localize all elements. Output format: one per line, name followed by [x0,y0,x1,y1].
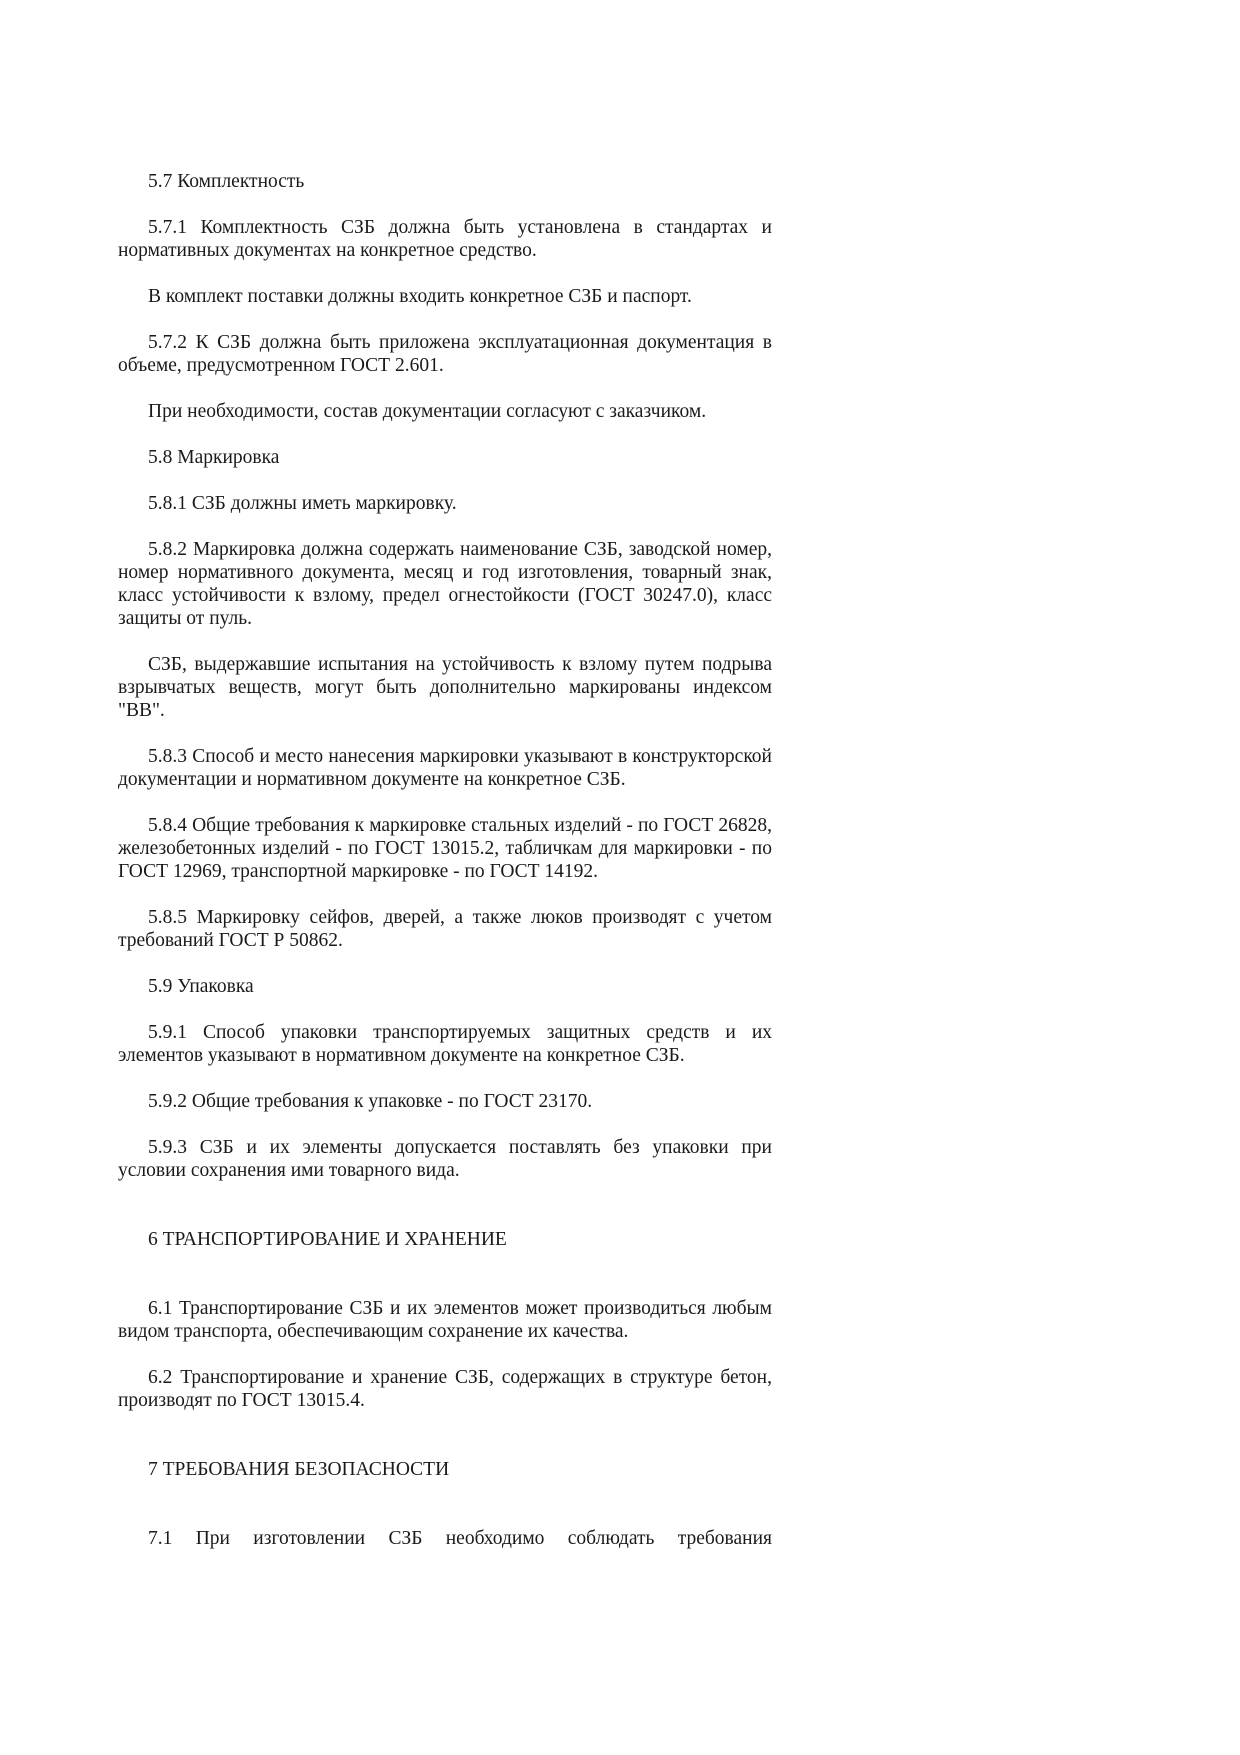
paragraph-5-9-2: 5.9.2 Общие требования к упаковке - по ГОСТ 23170. [148,1091,593,1112]
paragraph-explosive-index: СЗБ, выдержавшие испытания на устойчивость к взлому путем подрыва взрывчатых веществ, могут быть дополнительно маркированы индексом "ВВ". [118,654,772,721]
paragraph-5-8-2: 5.8.2 Маркировка должна содержать наименование СЗБ, заводской номер, номер нормативного документа, месяц и год изготовления, товарный знак, класс устойчивости к взлому, предел огнестойкости (ГОСТ 30247.0), класс защиты от пуль. [118,539,772,629]
section-heading-7: 7 ТРЕБОВАНИЯ БЕЗОПАСНОСТИ [148,1459,450,1480]
paragraph-5-9-3: 5.9.3 СЗБ и их элементы допускается поставлять без упаковки при условии сохранения ими товарного вида. [118,1137,772,1181]
paragraph-5-8-5: 5.8.5 Маркировку сейфов, дверей, а также люков производят с учетом требований ГОСТ Р 50862. [118,907,772,951]
paragraph-documentation-agreement: При необходимости, состав документации согласуют с заказчиком. [148,401,707,422]
paragraph-5-8-1: 5.8.1 СЗБ должны иметь маркировку. [148,493,457,514]
paragraph-5-7-2: 5.7.2 К СЗБ должна быть приложена эксплуатационная документация в объеме, предусмотренном ГОСТ 2.601. [118,332,772,376]
paragraph-7-1: 7.1 При изготовлении СЗБ необходимо соблюдать требования [148,1528,772,1549]
document-body [118,170,772,1573]
section-heading-6: 6 ТРАНСПОРТИРОВАНИЕ И ХРАНЕНИЕ [148,1229,507,1250]
paragraph-5-8-4: 5.8.4 Общие требования к маркировке стальных изделий - по ГОСТ 26828, железобетонных изделий - по ГОСТ 13015.2, табличкам для маркировки - по ГОСТ 12969, транспортной маркировке - по ГОСТ 14192. [118,815,772,882]
paragraph-6-1: 6.1 Транспортирование СЗБ и их элементов может производиться любым видом транспорта, обеспечивающим сохранение их качества. [118,1298,772,1342]
subsection-heading-5-9: 5.9 Упаковка [148,976,254,997]
paragraph-6-2: 6.2 Транспортирование и хранение СЗБ, содержащих в структуре бетон, производят по ГОСТ 13015.4. [118,1367,772,1411]
paragraph-delivery-set: В комплект поставки должны входить конкретное СЗБ и паспорт. [148,286,692,307]
paragraph-5-9-1: 5.9.1 Способ упаковки транспортируемых защитных средств и их элементов указывают в нормативном документе на конкретное СЗБ. [118,1022,772,1066]
paragraph-5-8-3: 5.8.3 Способ и место нанесения маркировки указывают в конструкторской документации и нормативном документе на конкретное СЗБ. [118,746,772,790]
subsection-heading-5-7: 5.7 Комплектность [148,171,305,192]
paragraph-5-7-1: 5.7.1 Комплектность СЗБ должна быть установлена в стандартах и нормативных документах на конкретное средство. [118,217,772,261]
subsection-heading-5-8: 5.8 Маркировка [148,447,280,468]
